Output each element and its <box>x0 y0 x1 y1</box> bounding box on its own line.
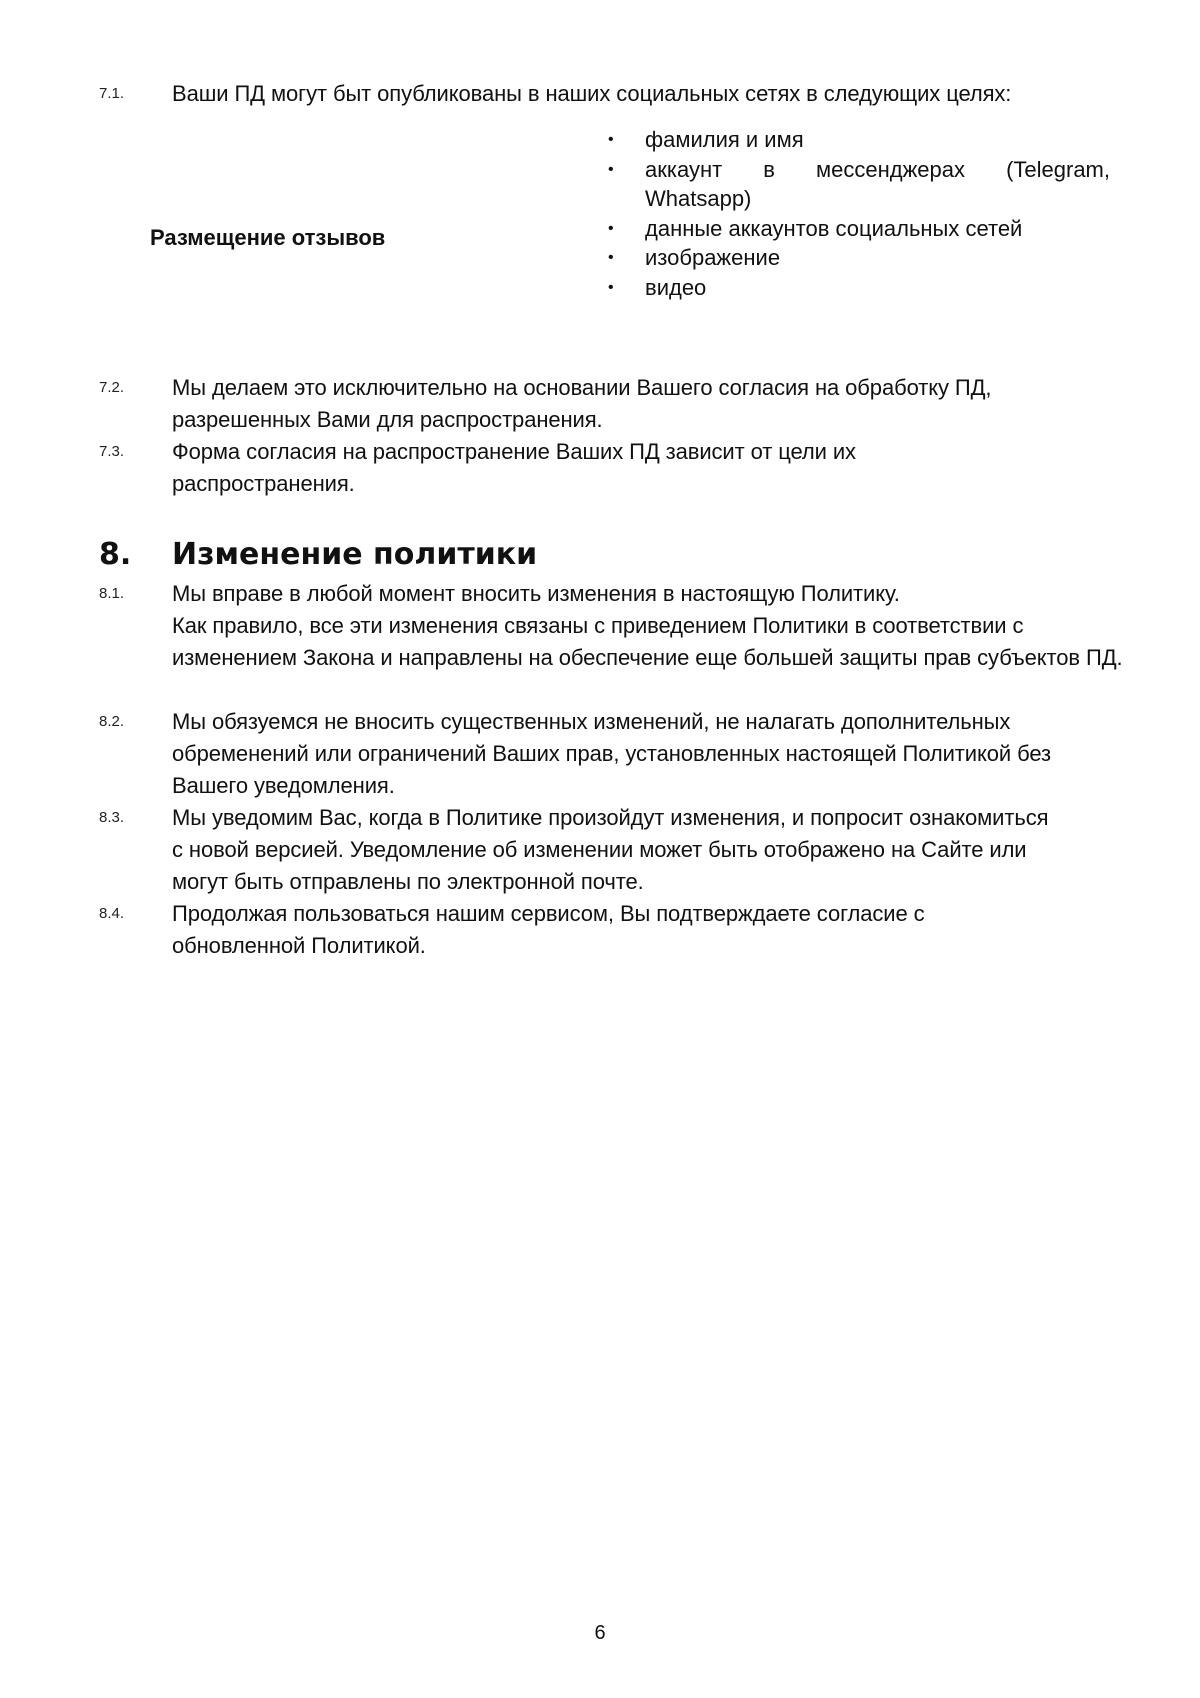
clause-paragraph: Ваши ПД могут быт опубликованы в наших социальных сетях в следующих целях: <box>172 81 1012 106</box>
list-item: • фамилия и имя <box>605 125 1110 155</box>
publication-purpose-table <box>150 125 1120 315</box>
clause-number: 8.3. <box>99 809 125 826</box>
clause-text <box>172 706 1129 802</box>
clause-paragraph: Как правило, все эти изменения связаны с приведением Политики в соответствии с изменением Закона и направлены на обеспечение еще большей защиты прав субъектов ПД. <box>172 613 1123 670</box>
clause-paragraph: Мы вправе в любой момент вносить изменения в настоящую Политику. <box>172 581 900 606</box>
bullet-icon: • <box>608 249 614 266</box>
clause-8-2 <box>99 706 1129 802</box>
clause-8-4 <box>99 898 1129 962</box>
section-number: 8. <box>99 537 132 572</box>
clause-7-1 <box>99 78 1129 110</box>
clause-number: 7.1. <box>99 85 125 102</box>
clause-text <box>172 802 1129 898</box>
clause-paragraph: Мы обязуемся не вносить существенных изменений, не налагать дополнительных обременений или ограничений Ваших прав, установленных настоящей Политикой без Вашего уведомления. <box>172 709 1051 798</box>
clause-7-3 <box>99 436 1129 500</box>
bullet-icon: • <box>608 131 614 148</box>
clause-8-1 <box>99 578 1129 674</box>
page-number: 6 <box>594 1622 606 1644</box>
data-items-list <box>605 125 1110 302</box>
clause-text <box>172 436 1129 500</box>
clause-paragraph: Продолжая пользоваться нашим сервисом, Вы подтверждаете согласие с обновленной Политикой. <box>172 901 925 958</box>
clause-paragraph: Мы уведомим Вас, когда в Политике произойдут изменения, и попросит ознакомиться с новой версией. Уведомление об изменении может быть отображено на Сайте или могут быть отправлены по электронной почте. <box>172 805 1049 894</box>
clause-number: 8.1. <box>99 585 125 602</box>
bullet-icon: • <box>608 219 614 237</box>
bullet-icon: • <box>608 278 614 296</box>
purpose-label: Размещение отзывов <box>150 225 386 250</box>
clause-paragraph: Форма согласия на распространение Ваших ПД зависит от цели их распространения. <box>172 439 856 496</box>
clause-7-2 <box>99 372 1129 436</box>
clause-text <box>172 578 1129 674</box>
clause-number: 7.3. <box>99 443 125 460</box>
clause-number: 7.2. <box>99 379 125 396</box>
list-item: • данные аккаунтов социальных сетей <box>605 214 1110 244</box>
list-item: • аккаунт в мессенджерах (Telegram, Whatsapp) <box>608 156 1110 211</box>
section-title: Изменение политики <box>172 537 538 572</box>
clause-paragraph: Мы делаем это исключительно на основании Вашего согласия на обработку ПД, разрешенных Вами для распространения. <box>172 375 992 432</box>
clause-number: 8.4. <box>99 905 125 922</box>
clause-text <box>172 372 1129 436</box>
list-item: • изображение <box>605 243 1110 273</box>
clause-text <box>172 898 1129 962</box>
list-item: • видео <box>605 273 1110 303</box>
section-heading <box>99 537 537 572</box>
clause-8-3 <box>99 802 1129 898</box>
clause-number: 8.2. <box>99 713 125 730</box>
clause-text <box>172 78 1129 110</box>
bullet-icon: • <box>608 160 614 178</box>
